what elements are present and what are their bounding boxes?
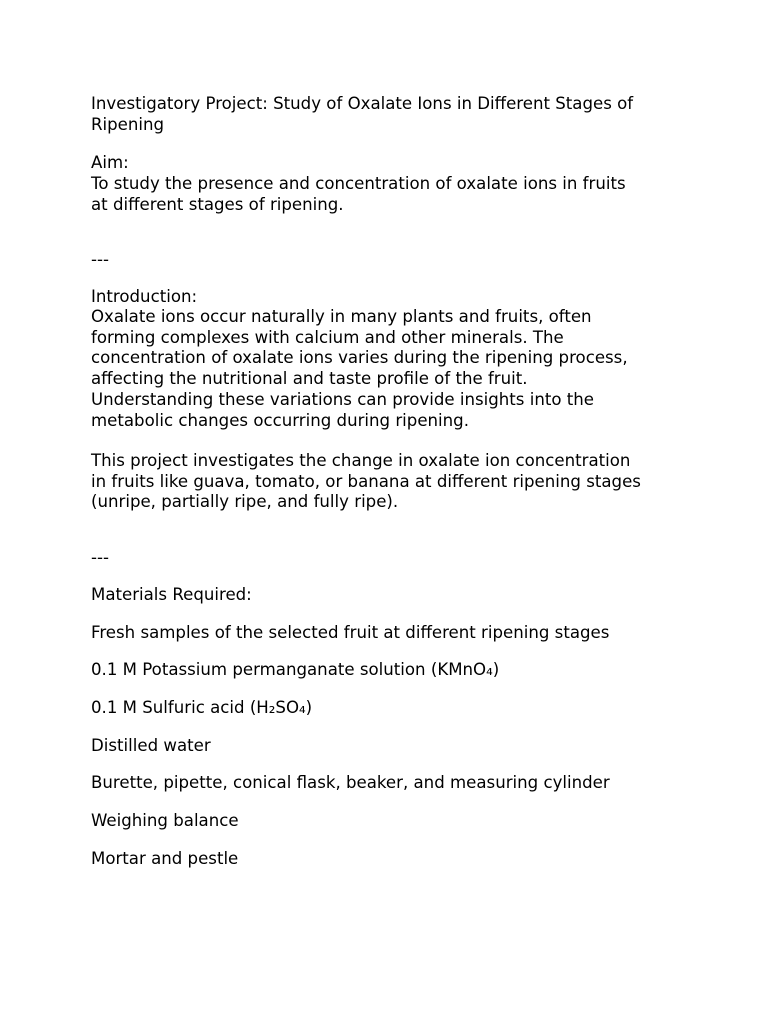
materials-list-item: Burette, pipette, conical flask, beaker, and measuring cylinder [91,773,610,792]
materials-heading: Materials Required: [91,585,252,604]
introduction-heading: Introduction: [91,287,198,306]
materials-list-item: Mortar and pestle [91,849,239,868]
introduction-text: Oxalate ions occur naturally in many plants and fruits, often forming complexes with calcium and other minerals. The concentration of oxalate ions varies during the ripening process, affecting the nutritional and taste profile of the fruit. Understanding these variations can provide insights into the metabolic changes occurring during ripening. [91,307,628,430]
materials-list-item: 0.1 M Potassium permanganate solution (KMnO₄) [91,660,500,679]
aim-text: To study the presence and concentration of oxalate ions in fruits at different stages of ripening. [91,174,626,214]
project-description: This project investigates the change in oxalate ion concentration in fruits like guava, tomato, or banana at different ripening stages (unripe, partially ripe, and fully ripe). [91,451,641,512]
document-title: Investigatory Project: Study of Oxalate Ions in Different Stages of Ripening [91,94,634,134]
materials-list-item: 0.1 M Sulfuric acid (H₂SO₄) [91,698,313,717]
section-separator: --- [91,250,109,269]
materials-list-item: Weighing balance [91,811,239,830]
aim-heading: Aim: [91,153,129,172]
section-separator: --- [91,548,109,567]
materials-list-item: Fresh samples of the selected fruit at different ripening stages [91,623,610,642]
materials-list-item: Distilled water [91,736,211,755]
